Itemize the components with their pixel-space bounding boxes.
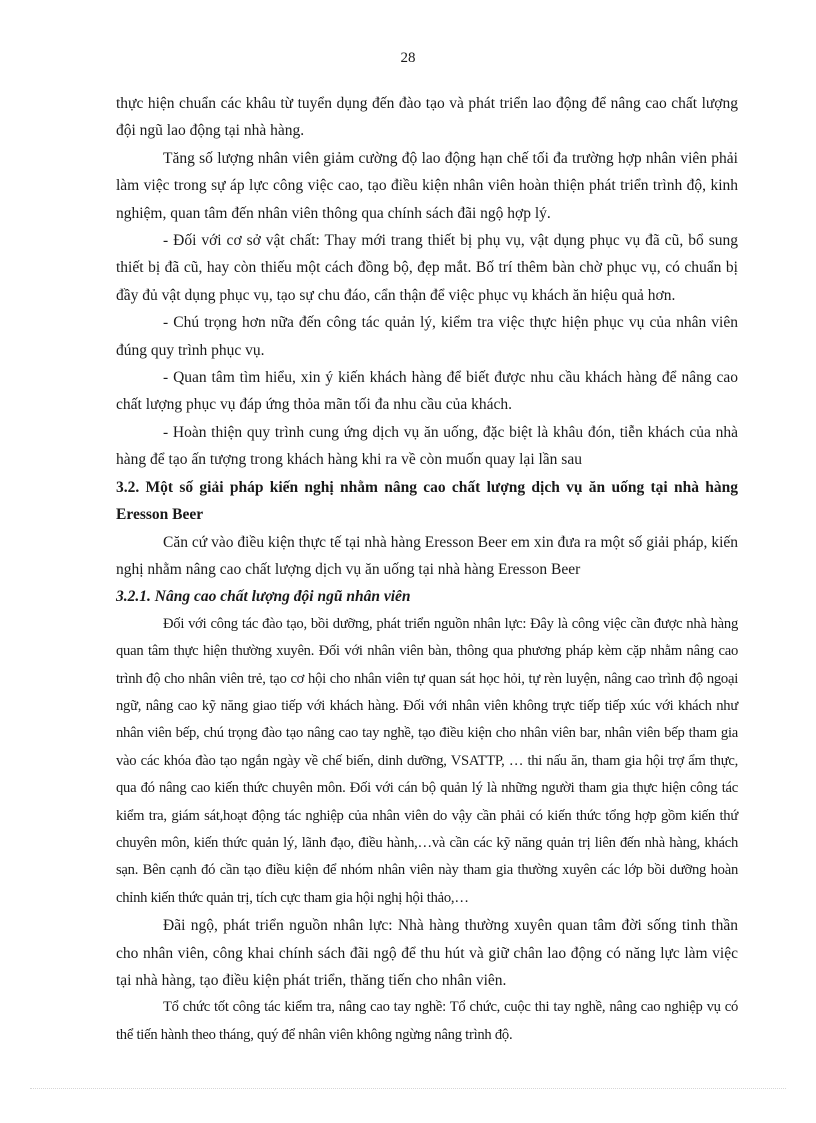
section-heading-3-2: 3.2. Một số giải pháp kiến nghị nhằm nâng cao chất lượng dịch vụ ăn uống tại nhà hàng Eresson Beer: [116, 478, 738, 524]
paragraph-section-intro: Căn cứ vào điều kiện thực tế tại nhà hàng Eresson Beer em xin đưa ra một số giải pháp, kiến nghị nhằm nâng cao chất lượng dịch vụ ăn uống tại nhà hàng Eresson Beer: [116, 533, 738, 578]
paragraph-compensation: Đãi ngộ, phát triển nguồn nhân lực: Nhà hàng thường xuyên quan tâm đời sống tinh thần cho nhân viên, công khai chính sách đãi ngộ để thu hút và giữ chân lao động có năng lực làm việc tại nhà hàng, tạo điều kiện phát triển, thăng tiến cho nhân viên.: [116, 917, 738, 989]
paragraph-management: - Chú trọng hơn nữa đến công tác quản lý, kiểm tra việc thực hiện phục vụ của nhân viên đúng quy trình phục vụ.: [116, 314, 738, 359]
paragraph-customer-feedback: - Quan tâm tìm hiểu, xin ý kiến khách hàng để biết được nhu cầu khách hàng để nâng cao chất lượng phục vụ đáp ứng thỏa mãn tối đa nhu cầu của khách.: [116, 369, 738, 414]
paragraph-training: Đối với công tác đào tạo, bồi dưỡng, phát triển nguồn nhân lực: Đây là công việc cần được nhà hàng quan tâm thực hiện thường xuyên. Đối với nhân viên bàn, thông qua phương pháp kèm cặp nhằm nâng cao trình độ cho nhân viên trẻ, tạo cơ hội cho nhân viên tự quan sát học hỏi, tự rèn luyện, nâng cao trình độ ngoại ngữ, nâng cao kỹ năng giao tiếp với khách hàng. Đối với nhân viên không trực tiếp tiếp xúc với khách như nhân viên bếp, chú trọng đào tạo nâng cao tay nghề, tạo điều kiện cho nhân viên bar, nhân viên bếp tham gia vào các khóa đào tạo ngắn ngày về chế biến, dinh dưỡng, VSATTP, … thi nấu ăn, tham gia hội trợ ẩm thực, qua đó nâng cao kiến thức chuyên môn. Đối với cán bộ quản lý là những người tham gia thực hiện công tác kiểm tra, giám sát,hoạt động tác nghiệp của nhân viên do vậy cần phải có kiến thức tổng hợp gồm kiến thứ chuyên môn, kiến thức quản lý, lãnh đạo, điều hành,…và cần các kỹ năng quản trị liên đến nhà hàng, khách sạn. Bên cạnh đó cần tạo điều kiện để nhóm nhân viên này tham gia thường xuyên các lớp bồi dưỡng hoàn chỉnh kiến thức quản trị, tích cực tham gia hội nghị hội thảo,…: [116, 615, 738, 906]
document-body: [116, 90, 738, 1049]
page-number: 28: [400, 50, 416, 66]
bottom-divider: [30, 1088, 786, 1089]
paragraph-facilities: - Đối với cơ sở vật chất: Thay mới trang thiết bị phụ vụ, vật dụng phục vụ đã cũ, bổ sung thiết bị đã cũ, hay còn thiếu một cách đồng bộ, đẹp mắt. Bố trí thêm bàn chờ phục vụ, có chuẩn bị đầy đủ vật dụng phục vụ, tạo sự chu đáo, cẩn thận để việc phục vụ khách ăn hiệu quả hơn.: [116, 232, 738, 304]
subsection-heading-3-2-1: 3.2.1. Nâng cao chất lượng đội ngũ nhân viên: [116, 588, 411, 606]
paragraph-staff-increase: Tăng số lượng nhân viên giảm cường độ lao động hạn chế tối đa trường hợp nhân viên phải làm việc trong sự áp lực công việc cao, tạo điều kiện nhân viên hoàn thiện phát triển trình độ, kinh nghiệm, quan tâm đến nhân viên thông qua chính sách đãi ngộ hợp lý.: [116, 149, 738, 222]
paragraph-service-process: - Hoàn thiện quy trình cung ứng dịch vụ ăn uống, đặc biệt là khâu đón, tiễn khách của nhà hàng để tạo ấn tượng trong khách hàng khi ra về còn muốn quay lại lần sau: [116, 423, 738, 469]
paragraph-skill-testing: Tổ chức tốt công tác kiểm tra, nâng cao tay nghề: Tổ chức, cuộc thi tay nghề, nâng cao nghiệp vụ có thể tiến hành theo tháng, quý để nhân viên không ngừng nâng trình độ.: [116, 999, 738, 1043]
paragraph-continuation: thực hiện chuẩn các khâu từ tuyển dụng đến đào tạo và phát triển lao động để nâng cao chất lượng đội ngũ lao động tại nhà hàng.: [116, 95, 738, 140]
